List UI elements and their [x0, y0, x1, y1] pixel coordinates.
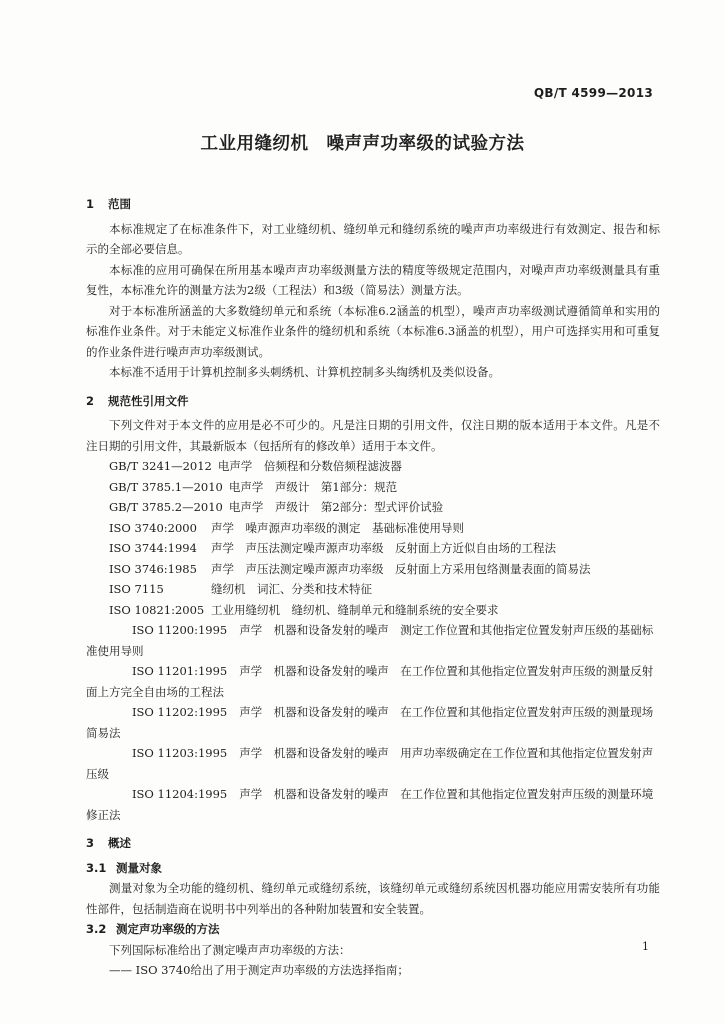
paragraph: 测量对象为全功能的缝纫机、缝纫单元或缝纫系统，该缝纫单元或缝纫系统因机器功能应用需安装所有功能性部件，包括制造商在说明书中列举出的各种附加装置和安全装置。: [86, 881, 660, 916]
reference-code: ISO 7115: [109, 582, 164, 596]
reference-item: [86, 518, 660, 539]
reference-code: ISO 3744:1994: [109, 541, 197, 555]
reference-code: ISO 11201:1995: [132, 664, 228, 678]
subsection-3-2-heading: [86, 919, 660, 940]
section-title: 规范性引用文件: [108, 393, 189, 408]
section-1-heading: [86, 194, 660, 215]
paragraph: 本标准不适用于计算机控制多头刺绣机、计算机控制多头绹绣机及类似设备。: [109, 365, 500, 379]
reference-title: 声学 机器和设备发射的噪声 在工作位置和其他指定位置发射声压级的测量现场简易法: [86, 705, 654, 740]
reference-item: [86, 559, 660, 580]
reference-title: 电声学 声级计 第1部分：规范: [228, 479, 398, 494]
reference-title: 缝纫机 词汇、分类和技术特征: [211, 582, 372, 596]
reference-title: 声学 机器和设备发射的噪声 在工作位置和其他指定位置发射声压级的测量环境修正法: [86, 787, 654, 822]
standard-number: QB/T 4599—2013: [533, 86, 653, 100]
document-body: [86, 186, 660, 981]
reference-item: [86, 497, 660, 518]
reference-code: ISO 11200:1995: [132, 623, 228, 637]
reference-item: [86, 661, 660, 702]
reference-code: GB/T 3241—2012: [109, 459, 212, 473]
subsection-title: 测定声功率级的方法: [116, 922, 220, 936]
reference-title: 声学 声压法测定噪声源声功率级 反射面上方采用包络测量表面的简易法: [211, 561, 591, 576]
subsection-3-1-heading: [86, 858, 660, 879]
page-number: 1: [642, 940, 649, 953]
reference-title: 电声学 声级计 第2部分：型式评价试验: [228, 500, 444, 514]
reference-title: 电声学 倍频程和分数倍频程滤波器: [217, 459, 402, 473]
reference-item: [86, 456, 660, 477]
reference-list: [86, 456, 660, 825]
reference-item: [86, 538, 660, 559]
reference-item: [86, 579, 660, 600]
reference-code: ISO 11202:1995: [132, 705, 228, 719]
paragraph: 下列文件对于本文件的应用是必不可少的。凡是注日期的引用文件，仅注日期的版本适用于本文件。凡是不注日期的引用文件，其最新版本（包括所有的修改单）适用于本文件。: [86, 418, 660, 453]
reference-code: ISO 3746:1985: [109, 561, 197, 576]
section-3-heading: [86, 833, 660, 854]
reference-title: 声学 噪声源声功率级的测定 基础标准使用导则: [211, 520, 464, 535]
reference-title: 声学 机器和设备发射的噪声 测定工作位置和其他指定位置发射声压级的基础标准使用导则: [86, 623, 654, 658]
reference-code: ISO 3740:2000: [109, 520, 197, 535]
section-title: 概述: [108, 836, 131, 850]
reference-title: 声学 机器和设备发射的噪声 在工作位置和其他指定位置发射声压级的测量反射面上方完全自由场的工程法: [86, 664, 654, 699]
reference-title: 工业用缝纫机 缝纫机、缝制单元和缝制系统的安全要求: [211, 602, 499, 617]
section-number: 3: [86, 836, 95, 850]
section-number: 1: [86, 197, 95, 211]
reference-item: [86, 702, 660, 743]
reference-item: [86, 600, 660, 621]
paragraph: 本标准规定了在标准条件下，对工业缝纫机、缝纫单元和缝纫系统的噪声声功率级进行有效测定、报告和标示的全部必要信息。: [86, 221, 660, 256]
reference-title: 声学 机器和设备发射的噪声 用声功率级确定在工作位置和其他指定位置发射声压级: [86, 746, 654, 781]
section-2-heading: [86, 391, 660, 412]
paragraph: 下列国际标准给出了测定噪声声功率级的方法：: [109, 942, 351, 957]
reference-item: [86, 784, 660, 825]
reference-item: [86, 477, 660, 498]
reference-code: ISO 10821:2005: [109, 602, 205, 617]
reference-code: ISO 11203:1995: [132, 746, 228, 760]
subsection-title: 测量对象: [116, 860, 162, 875]
paragraph: 本标准的应用可确保在所用基本噪声声功率级测量方法的精度等级规定范围内，对噪声声功率级测量具有重复性，本标准允许的测量方法为2级（工程法）和3级（简易法）测量方法。: [86, 262, 660, 297]
reference-title: 声学 声压法测定噪声源声功率级 反射面上方近似自由场的工程法: [211, 541, 556, 555]
dash-list-item: —— ISO 3740给出了用于测定声功率级的方法选择指南；: [109, 963, 409, 977]
subsection-number: 3.2: [86, 922, 107, 936]
reference-code: ISO 11204:1995: [132, 787, 228, 801]
section-number: 2: [86, 393, 95, 408]
paragraph: 对于本标准所涵盖的大多数缝纫单元和系统（本标准6.2涵盖的机型），噪声声功率级测试遵循简单和实用的标准作业条件。对于未能定义标准作业条件的缝纫机和系统（本标准6.3涵盖的机型），用户可选择实用和可重复的作业条件进行噪声声功率级测试。: [86, 303, 660, 359]
reference-item: [86, 620, 660, 661]
reference-item: [86, 743, 660, 784]
subsection-number: 3.1: [86, 860, 107, 875]
document-title: 工业用缝纫机 噪声声功率级的试验方法: [200, 134, 525, 154]
reference-code: GB/T 3785.1—2010: [109, 479, 223, 494]
section-title: 范围: [108, 197, 131, 211]
reference-code: GB/T 3785.2—2010: [109, 500, 223, 514]
